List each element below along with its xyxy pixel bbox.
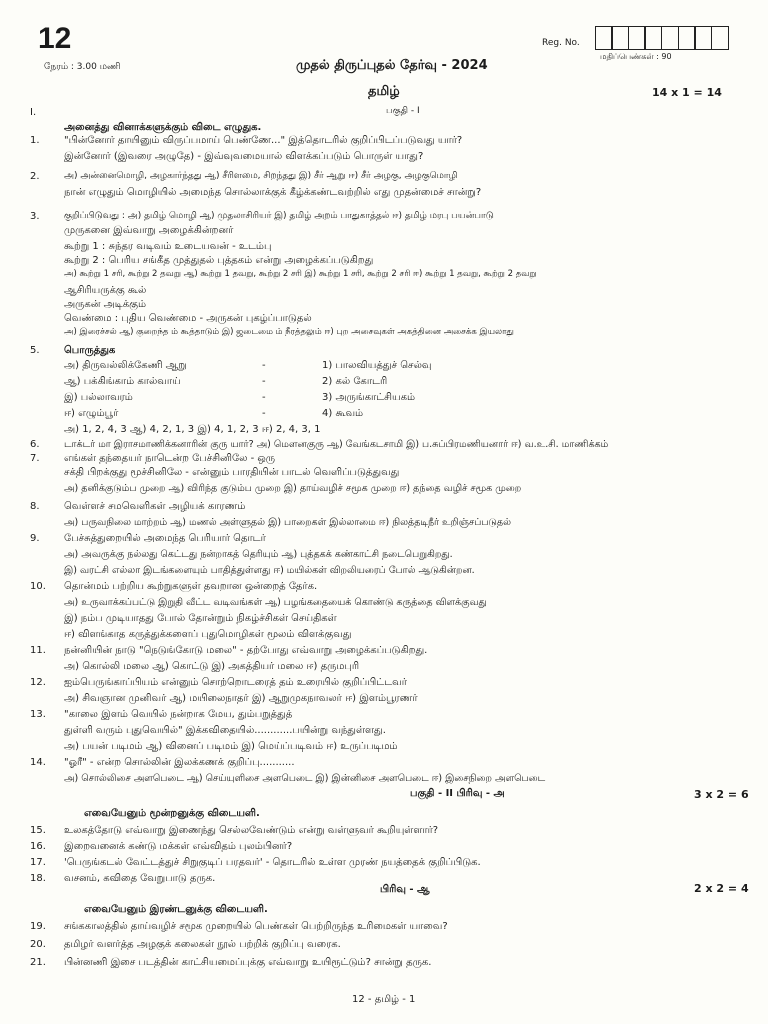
reg-box bbox=[611, 26, 629, 50]
reg-no-boxes bbox=[596, 26, 729, 48]
question-text: பொருத்துக bbox=[64, 345, 116, 356]
match-left: ஈ) எழும்பூர் bbox=[64, 408, 119, 419]
reg-box bbox=[711, 26, 729, 50]
question-text: இன்னோர் (இவரை அழுதே) - இவ்வுவமையால் விளக்கப்படும் பொருள் யாது? bbox=[64, 151, 424, 162]
question-text: குறிப்பிடுவது : அ) தமிழ் மொழி ஆ) முதலாசிரியர் இ) தமிழ் அறம் பாதுகாத்தல் ஈ) தமிழ் மரபு பயன்பாடு bbox=[64, 211, 494, 221]
total-marks: மதிப்பெண்கள் : 90 bbox=[600, 52, 672, 61]
match-dash: - bbox=[262, 408, 266, 419]
exam-paper: 12 நேரம் : 3.00 மணி Reg. No. மதிப்பெண்கள் : 90 முதல் திருப்புதல் தேர்வு - 2024 தமிழ் பகுதி - I 14 x 1 = 14 I. அனைத்து வினாக்களுக்கும் விடை எழுதுக. 1. "பின்னோர் தாயினும் விருப்பமாய் பெண்ணே..." இத்தொடரில் குறிப்பிடப்படுவது யார்? இன்னோர் (இவரை அழுதே) - இவ்வுவமையால் விளக்கப்படும் பொருள் யாது? 2. அ) அன்னைமொழி, அழகார்ந்தது ஆ) சீரிளமை, சிறந்தது இ) சீர் ஆறு ஈ) சீர் அழகு, அழகுமொழி நான் எழுதும் மொழியில் அமைந்த சொல்லாக்குக் கீழ்க்கண்டவற்றில் எது முதன்மைச் சான்று? 3. குறிப்பிடுவது : அ) தமிழ் மொழி ஆ) முதலாசிரியர் இ) தமிழ் அறம் பாதுகாத்தல் ஈ) தமிழ் மரபு பயன்பாடு முருகனை இவ்வாறு அழைக்கின்றனர் கூற்று 1 : சுந்தர வடிவம் உடையவன் - உடம்பு கூற்று 2 : பெரிய சங்கீத முத்துதல் புத்தகம் என்று அழைக்கப்படுகிறது அ) கூற்று 1 சரி, கூற்று 2 தவறு ஆ) கூற்று 1 தவறு, கூற்று 2 சரி இ) கூற்று 1 சரி, கூற்று 2 சரி ஈ) கூற்று 1 தவறு, கூற்று 2 தவறு ஆசிரியருக்கு கூல் அருகன் அடிக்கும் வெண்மை : புதிய வெண்மை - அருகன் புகழ்ப்பாடுதல் அ) இரைச்சல் ஆ) குறைந்த ம் கூத்தாடும் இ) ஜடைமை ம் நீரத்தலும் ஈ) புற அசைவுகள் அகத்தினை அசைக்க இயலாது 5. பொருத்துக அ) திருவல்லிக்கேணி ஆறு ஆ) பக்கிங்காம் கால்வாய் இ) பல்லாவரம் ஈ) எழும்பூர் - - - - 1) பாலவியத்துச் செல்வு 2) கல் கோடரி 3) அருங்காட்சியகம் 4) கூவம் அ) 1, 2, 4, 3 ஆ) 4, 2, 1, 3 இ) 4, 1, 2, 3 ஈ) 2, 4, 3, 1 6. டாக்டர் மா இராசமாணிக்கனாரின் குரு யார்? அ) மௌனகுரு ஆ) வேங்கடசாமி இ) ப.சுப்பிரமணியனார் ஈ) வ.உ.சி. மாணிக்கம் 7. எங்கள் தந்தையர் நாடென்ற பேச்சினிலே - ஒரு சக்தி பிறக்குது மூச்சினிலே - என்னும் பாரதியின் பாடல் வெளிப்படுத்துவது அ) தனிக்குடும்ப முறை ஆ) விரிந்த குடும்ப முறை இ) தாய்வழிச் சமூக முறை ஈ) தந்தை வழிச் சமூக முறை 8. வெள்ளச் சமவெளிகள் அழியக் காரணம் அ) பருவநிலை மாற்றம் ஆ) மணல் அள்ளுதல் இ) பாறைகள் இல்லாமை ஈ) நிலத்தடிநீர் உறிஞ்சப்படுதல் 9. பேச்சுத்துறையில் அமைந்த பெரியார் தொடர் அ) அவருக்கு நல்லது கெட்டது நன்றாகத் தெரியும் ஆ) புத்தகக் கண்காட்சி நடைபெறுகிறது. இ) வரட்சி எல்லா இடங்களையும் பாதித்துள்ளது ஈ) மயில்கள் விறலியரைப் போல் ஆடுகின்றன. 10. தொன்மம் பற்றிய கூற்றுகளுள் தவறான ஒன்றைத் தேர்க. அ) உருவாக்கப்பட்டு இறுதி வீட்ட வடிவங்கள் ஆ) பழங்கதையைக் கொண்டு கருத்தை விளக்குவது இ) நம்ப முடியாதது போல் தோன்றும் நிகழ்ச்சிகள் செய்திகள் ஈ) விளங்காத கருத்துக்களைப் புதுமொழிகள் மூலம் விளக்குவது 11. நன்னியின் நாடு "நெடுங்கோடு மலை" - தற்போது எவ்வாறு அழைக்கப்படுகிறது. அ) கொல்லி மலை ஆ) கொட்டு இ) அகத்தியர் மலை ஈ) தருமபுரி 12. ஐம்பெருங்காப்பியம் என்னும் சொற்றொடரைத் தம் உரையில் குறிப்பிட்டவர் அ) சிவஞான முனிவர் ஆ) மயிலைநாதர் இ) ஆறுமுகநாவலர் ஈ) இளம்பூரணர் 13. "காலை இளம் வெயில் நன்றாக மேய, தும்பறுத்துத் துள்ளி வரும் புதுவெயில்" இக்கவிதையில்............பயின்று வந்துள்ளது. அ) பயன் படிமம் ஆ) வினைப் படிமம் இ) மெய்ப்படிவம் ஈ) உருப்படிமம் 14. "ஓரீ" - என்ற சொல்லின் இலக்கணக் குறிப்பு........... அ) சொல்லிசை அளபெடை ஆ) செய்யுளிசை அளபெடை இ) இன்னிசை அளபெடை ஈ) இசைநிறை அளபெடை பகுதி - II பிரிவு - அ 3 x 2 = 6 எவையேனும் மூன்றனுக்கு விடையளி. 15. உலகத்தோடு எவ்வாறு இணைந்து செல்லவேண்டும் என்று வள்ளுவர் கூறியுள்ளார்? 16. இறைவனைக் கண்டு மக்கள் எவ்விதம் புலம்பினர்? 17. 'பெருங்கடல் வேட்டத்துச் சிறுகுடிப் பரதவர்' - தொடரில் உள்ள முரண் நயத்தைக் குறிப்பிடுக. 18. வசனம், கவிதை வேறுபாடு தருக. பிரிவு - ஆ 2 x 2 = 4 எவையேனும் இரண்டனுக்கு விடையளி. 19. சங்ககாலத்தில் தாய்வழிச் சமூக முறையில் பெண்கள் பெற்றிருந்த உரிமைகள் யாவை? 20. தமிழர் வளர்த்த அழகுக் கலைகள் நூல் பற்றிக் குறிப்பு வரைக. 21. பின்னணி இசை படத்தின் காட்சியமைப்புக்கு எவ்வாறு உயிரூட்டும்? சான்று தருக. 12 - தமிழ் - 1 bbox=[30, 22, 749, 1005]
match-left: இ) பல்லாவரம் bbox=[64, 392, 133, 403]
match-left: அ) திருவல்லிக்கேணி ஆறு bbox=[64, 360, 187, 371]
question-number: 1. bbox=[30, 135, 40, 146]
part2b-heading: பிரிவு - ஆ bbox=[380, 884, 430, 895]
reg-box bbox=[644, 26, 662, 50]
part1-marks: 14 x 1 = 14 bbox=[652, 86, 722, 99]
match-dash: - bbox=[262, 392, 266, 403]
question-text: முருகனை இவ்வாறு அழைக்கின்றனர் bbox=[64, 225, 234, 236]
exam-title: முதல் திருப்புதல் தேர்வு - 2024 bbox=[296, 58, 488, 73]
reg-box bbox=[678, 26, 696, 50]
question-text: நான் எழுதும் மொழியில் அமைந்த சொல்லாக்குக் கீழ்க்கண்டவற்றில் எது முதன்மைச் சான்று? bbox=[64, 187, 482, 198]
reg-box bbox=[628, 26, 646, 50]
question-text: "பின்னோர் தாயினும் விருப்பமாய் பெண்ணே..." இத்தொடரில் குறிப்பிடப்படுவது யார்? bbox=[64, 135, 463, 146]
reg-no-label: Reg. No. bbox=[542, 38, 580, 48]
part2-heading: பகுதி - II பிரிவு - அ bbox=[410, 788, 505, 799]
part1-roman: I. bbox=[30, 107, 37, 118]
match-dash: - bbox=[262, 360, 266, 371]
match-answer-options: அ) 1, 2, 4, 3 ஆ) 4, 2, 1, 3 இ) 4, 1, 2, 3 ஈ) 2, 4, 3, 1 bbox=[64, 424, 321, 435]
match-dash: - bbox=[262, 376, 266, 387]
reg-box bbox=[595, 26, 613, 50]
part2b-instruction: எவையேனும் இரண்டனுக்கு விடையளி. bbox=[84, 904, 268, 915]
reg-box bbox=[661, 26, 679, 50]
exam-time: நேரம் : 3.00 மணி bbox=[44, 62, 121, 72]
question-number: 5. bbox=[30, 345, 40, 356]
part2a-marks: 3 x 2 = 6 bbox=[694, 788, 749, 801]
reg-box bbox=[694, 26, 712, 50]
part1-instruction: அனைத்து வினாக்களுக்கும் விடை எழுதுக. bbox=[64, 122, 262, 133]
question-number: 3. bbox=[30, 211, 40, 222]
part-label: பகுதி - I bbox=[386, 106, 420, 116]
match-right: 3) அருங்காட்சியகம் bbox=[322, 392, 416, 403]
match-left: ஆ) பக்கிங்காம் கால்வாய் bbox=[64, 376, 181, 387]
match-right: 2) கல் கோடரி bbox=[322, 376, 388, 387]
question-number: 2. bbox=[30, 171, 40, 182]
part2a-instruction: எவையேனும் மூன்றனுக்கு விடையளி. bbox=[84, 808, 260, 819]
match-right: 1) பாலவியத்துச் செல்வு bbox=[322, 360, 432, 371]
subject-title: தமிழ் bbox=[368, 84, 400, 99]
match-right: 4) கூவம் bbox=[322, 408, 364, 419]
page-footer: 12 - தமிழ் - 1 bbox=[352, 994, 416, 1005]
grade-number: 12 bbox=[38, 22, 72, 55]
question-options: அ) அன்னைமொழி, அழகார்ந்தது ஆ) சீரிளமை, சிறந்தது இ) சீர் ஆறு ஈ) சீர் அழகு, அழகுமொழி bbox=[64, 171, 458, 181]
part2b-marks: 2 x 2 = 4 bbox=[694, 882, 749, 895]
